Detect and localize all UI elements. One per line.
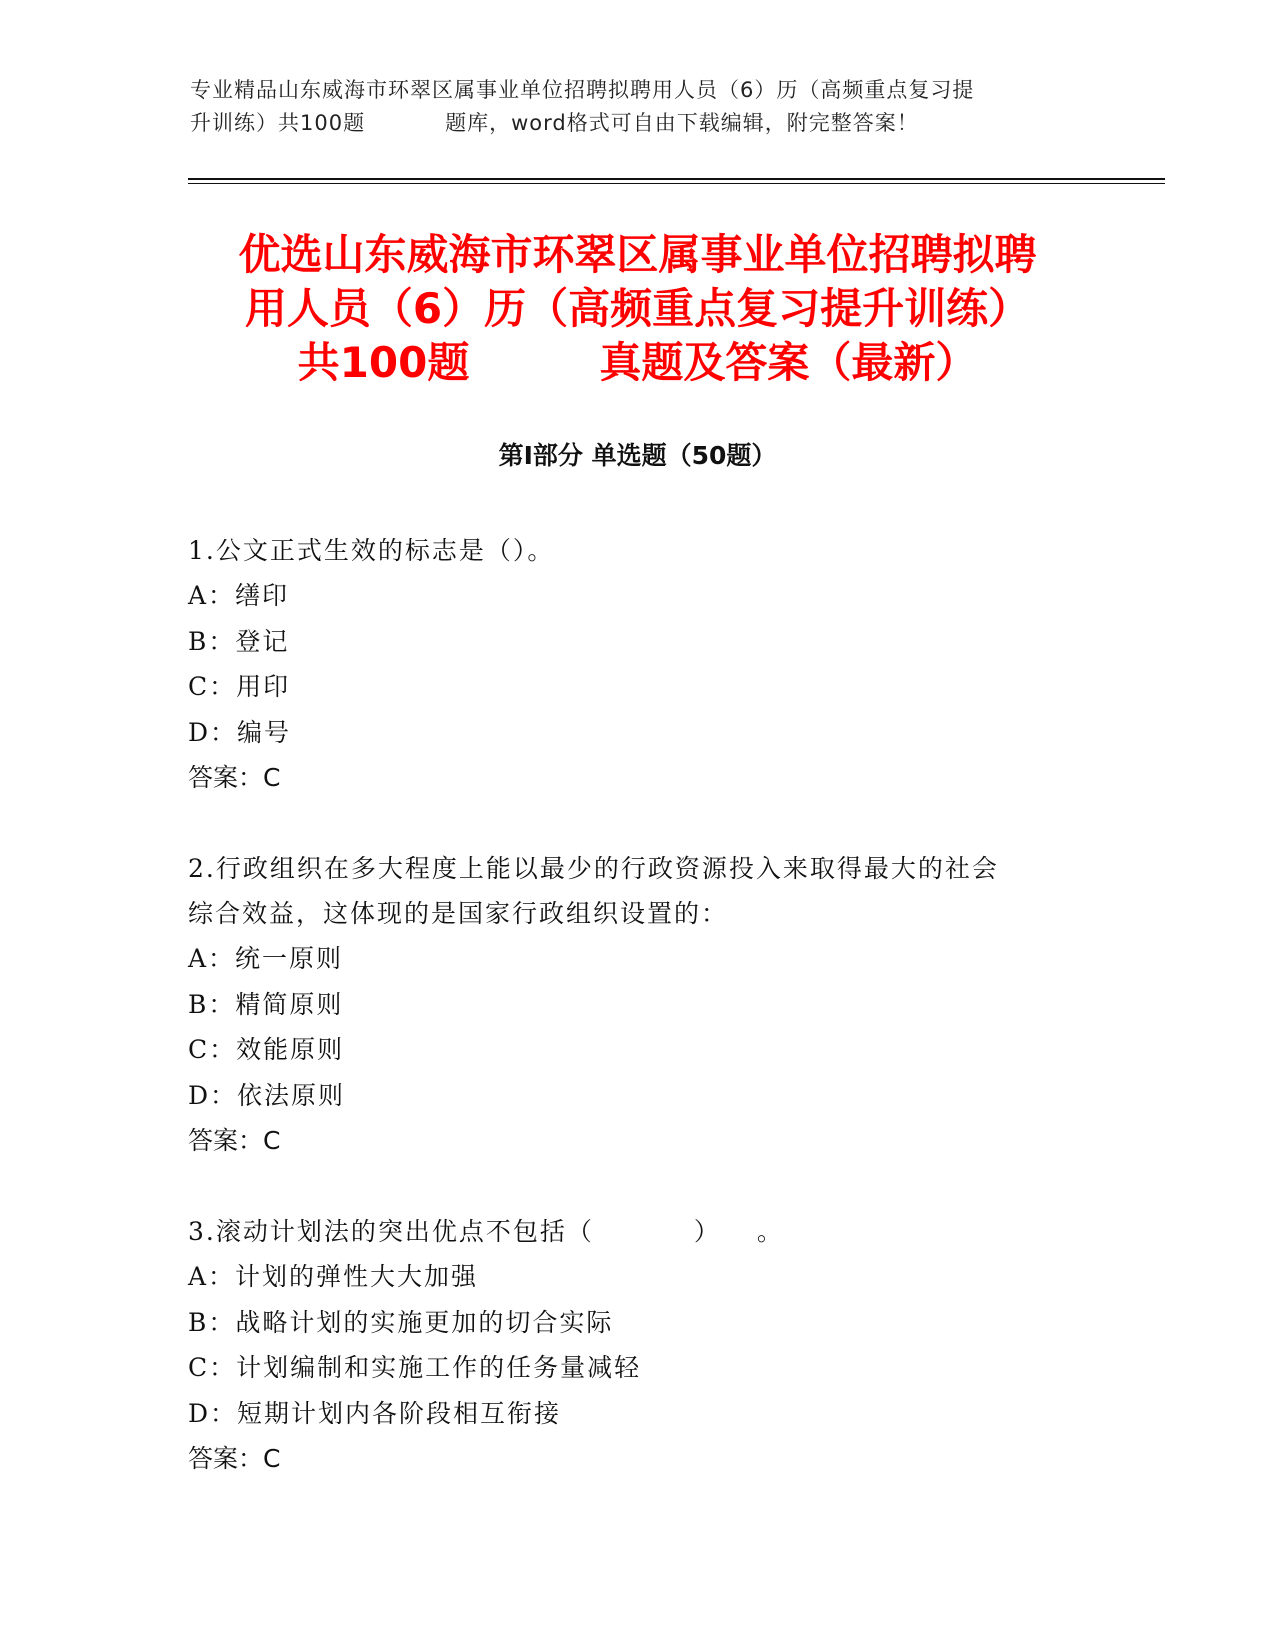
section-heading: 第Ⅰ部分 单选题（50题） [498,441,777,470]
option-a: A：统一原则 [188,944,344,973]
title-line-3-end: 真题及答案（最新） [599,338,978,387]
option-b: B：登记 [188,626,290,656]
option-d: D：短期计划内各阶段相互衔接 [188,1398,562,1428]
question-1 [188,528,1068,800]
title-line-3-start: 共100题 [297,338,470,387]
header-line-2-start: 升训练）共100题 [190,111,366,135]
question-stem [188,1209,1068,1254]
question-stem-line-1: 2.行政组织在多大程度上能以最少的行政资源投入来取得最大的社会 [188,854,999,883]
header-divider-thick [188,178,1165,180]
question-2 [188,846,1068,1163]
option-c: C：计划编制和实施工作的任务量减轻 [188,1353,642,1382]
option-c: C：效能原则 [188,1035,345,1064]
question-stem-close: ） [693,1217,721,1246]
option-d: D：编号 [188,717,292,747]
option-d: D：依法原则 [188,1080,346,1110]
title-line-1: 优选山东威海市环翠区属事业单位招聘拟聘 [238,230,1037,279]
question-stem-start: 3.滚动计划法的突出优点不包括（ [188,1217,594,1246]
header-divider-thin [188,183,1165,184]
title-line-2: 用人员（6）历（高频重点复习提升训练） [244,284,1031,333]
document-title [150,228,1125,390]
option-a: A：缮印 [188,581,290,610]
question-stem-end: 。 [756,1217,784,1246]
title-line-3 [150,336,1125,390]
answer: 答案：C [188,1126,281,1155]
question-stem: 1.公文正式生效的标志是（）。 [188,536,555,565]
question-3 [188,1209,1068,1481]
answer: 答案：C [188,763,281,792]
option-c: C：用印 [188,672,291,701]
answer: 答案：C [188,1444,281,1473]
header-line-1: 专业精品山东威海市环翠区属事业单位招聘拟聘用人员（6）历（高频重点复习提 [190,78,975,102]
question-stem-line-2: 综合效益，这体现的是国家行政组织设置的： [188,899,729,928]
question-list [188,528,1068,1527]
option-b: B：精简原则 [188,989,344,1019]
option-b: B：战略计划的实施更加的切合实际 [188,1307,614,1337]
header-line-2-end: 题库，word格式可自由下载编辑，附完整答案！ [445,111,919,135]
header-line-2 [190,107,1090,140]
page-header [190,74,1090,140]
option-a: A：计划的弹性大大加强 [188,1262,479,1291]
